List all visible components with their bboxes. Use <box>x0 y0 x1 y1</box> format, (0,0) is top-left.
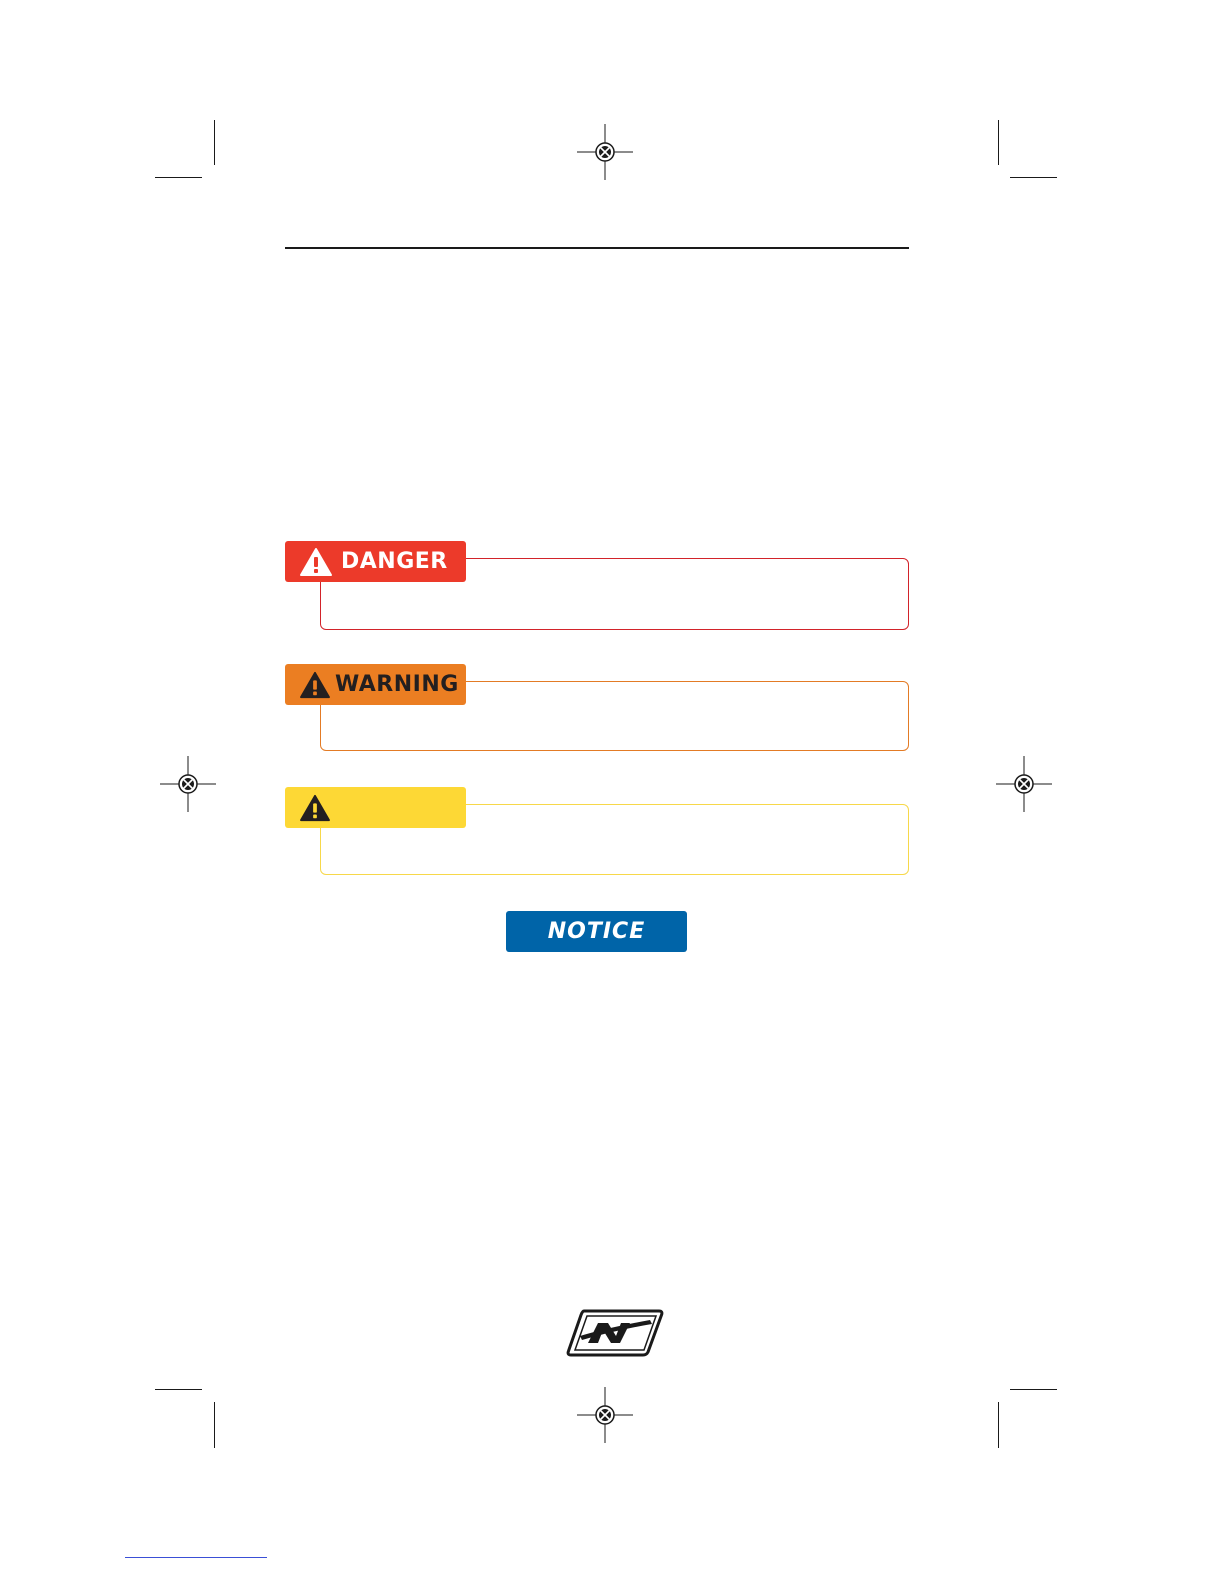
crop-mark-top-left-vertical <box>214 120 215 165</box>
crop-mark-bottom-right-horizontal <box>1010 1389 1057 1390</box>
crop-mark-top-left-horizontal <box>155 177 202 178</box>
registration-mark-icon <box>994 754 1054 814</box>
header-rule <box>285 247 909 249</box>
crop-mark-bottom-left-horizontal <box>155 1389 202 1390</box>
caution-label <box>285 787 466 828</box>
danger-label-text: DANGER <box>341 549 448 574</box>
registration-mark-icon <box>575 122 635 182</box>
warning-label <box>285 664 466 705</box>
warning-triangle-icon <box>299 547 333 577</box>
crop-mark-top-right-vertical <box>998 120 999 165</box>
crop-mark-bottom-left-vertical <box>214 1402 215 1448</box>
danger-label <box>285 541 466 582</box>
crop-mark-top-right-horizontal <box>1010 177 1057 178</box>
warning-triangle-icon <box>299 671 331 699</box>
warning-triangle-icon <box>299 794 331 822</box>
notice-label-text: NOTICE <box>547 919 646 944</box>
notice-label <box>506 911 687 952</box>
registration-mark-icon <box>575 1385 635 1445</box>
brand-n-logo-icon <box>566 1308 664 1358</box>
warning-label-text: WARNING <box>335 672 459 697</box>
registration-mark-icon <box>158 754 218 814</box>
crop-mark-bottom-right-vertical <box>998 1402 999 1448</box>
bottom-link-underline <box>125 1557 267 1558</box>
